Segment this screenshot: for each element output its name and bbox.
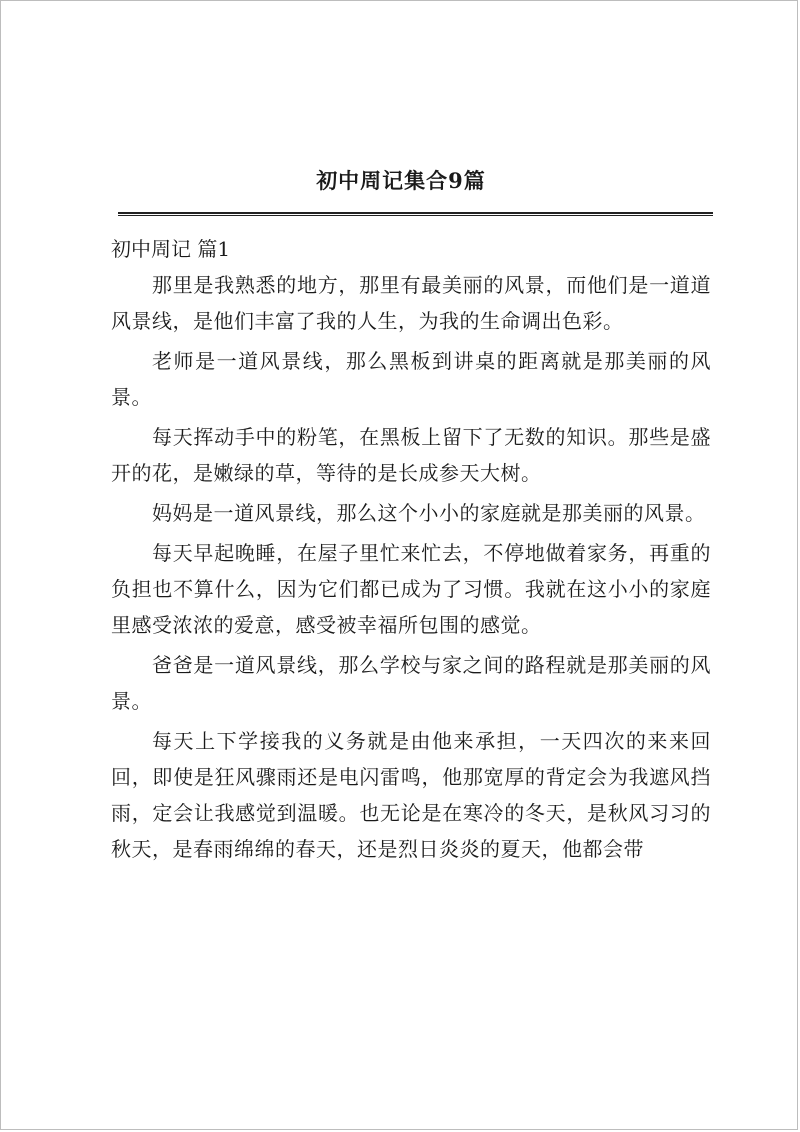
title-divider (118, 212, 713, 216)
paragraph: 每天挥动手中的粉笔，在黑板上留下了无数的知识。那些是盛开的花，是嫩绿的草，等待的是长成参天大树。 (111, 425, 711, 485)
paragraph: 每天上下学接我的义务就是由他来承担，一天四次的来来回回，即使是狂风骤雨还是电闪雷鸣，他那宽厚的背定会为我遮风挡雨，定会让我感觉到温暖。也无论是在寒冷的冬天，是秋风习习的秋天，是春雨绵绵的春天，还是烈日炎炎的夏天，他都会带 (111, 729, 711, 861)
paragraph: 每天早起晚睡，在屋子里忙来忙去，不停地做着家务，再重的负担也不算什么，因为它们都已成为了习惯。我就在这小小的家庭里感受浓浓的爱意，感受被幸福所包围的感觉。 (111, 541, 711, 637)
document-body (111, 231, 711, 867)
paragraph: 老师是一道风景线，那么黑板到讲桌的距离就是那美丽的风景。 (111, 349, 711, 409)
paragraph: 那里是我熟悉的地方，那里有最美丽的风景，而他们是一道道风景线，是他们丰富了我的人生，为我的生命调出色彩。 (111, 273, 711, 333)
section-heading: 初中周记 篇1 (111, 237, 231, 261)
paragraph: 妈妈是一道风景线，那么这个小小的家庭就是那美丽的风景。 (152, 501, 706, 525)
paragraph: 爸爸是一道风景线，那么学校与家之间的路程就是那美丽的风景。 (111, 653, 711, 713)
document-title: 初中周记集合9篇 (316, 168, 486, 193)
